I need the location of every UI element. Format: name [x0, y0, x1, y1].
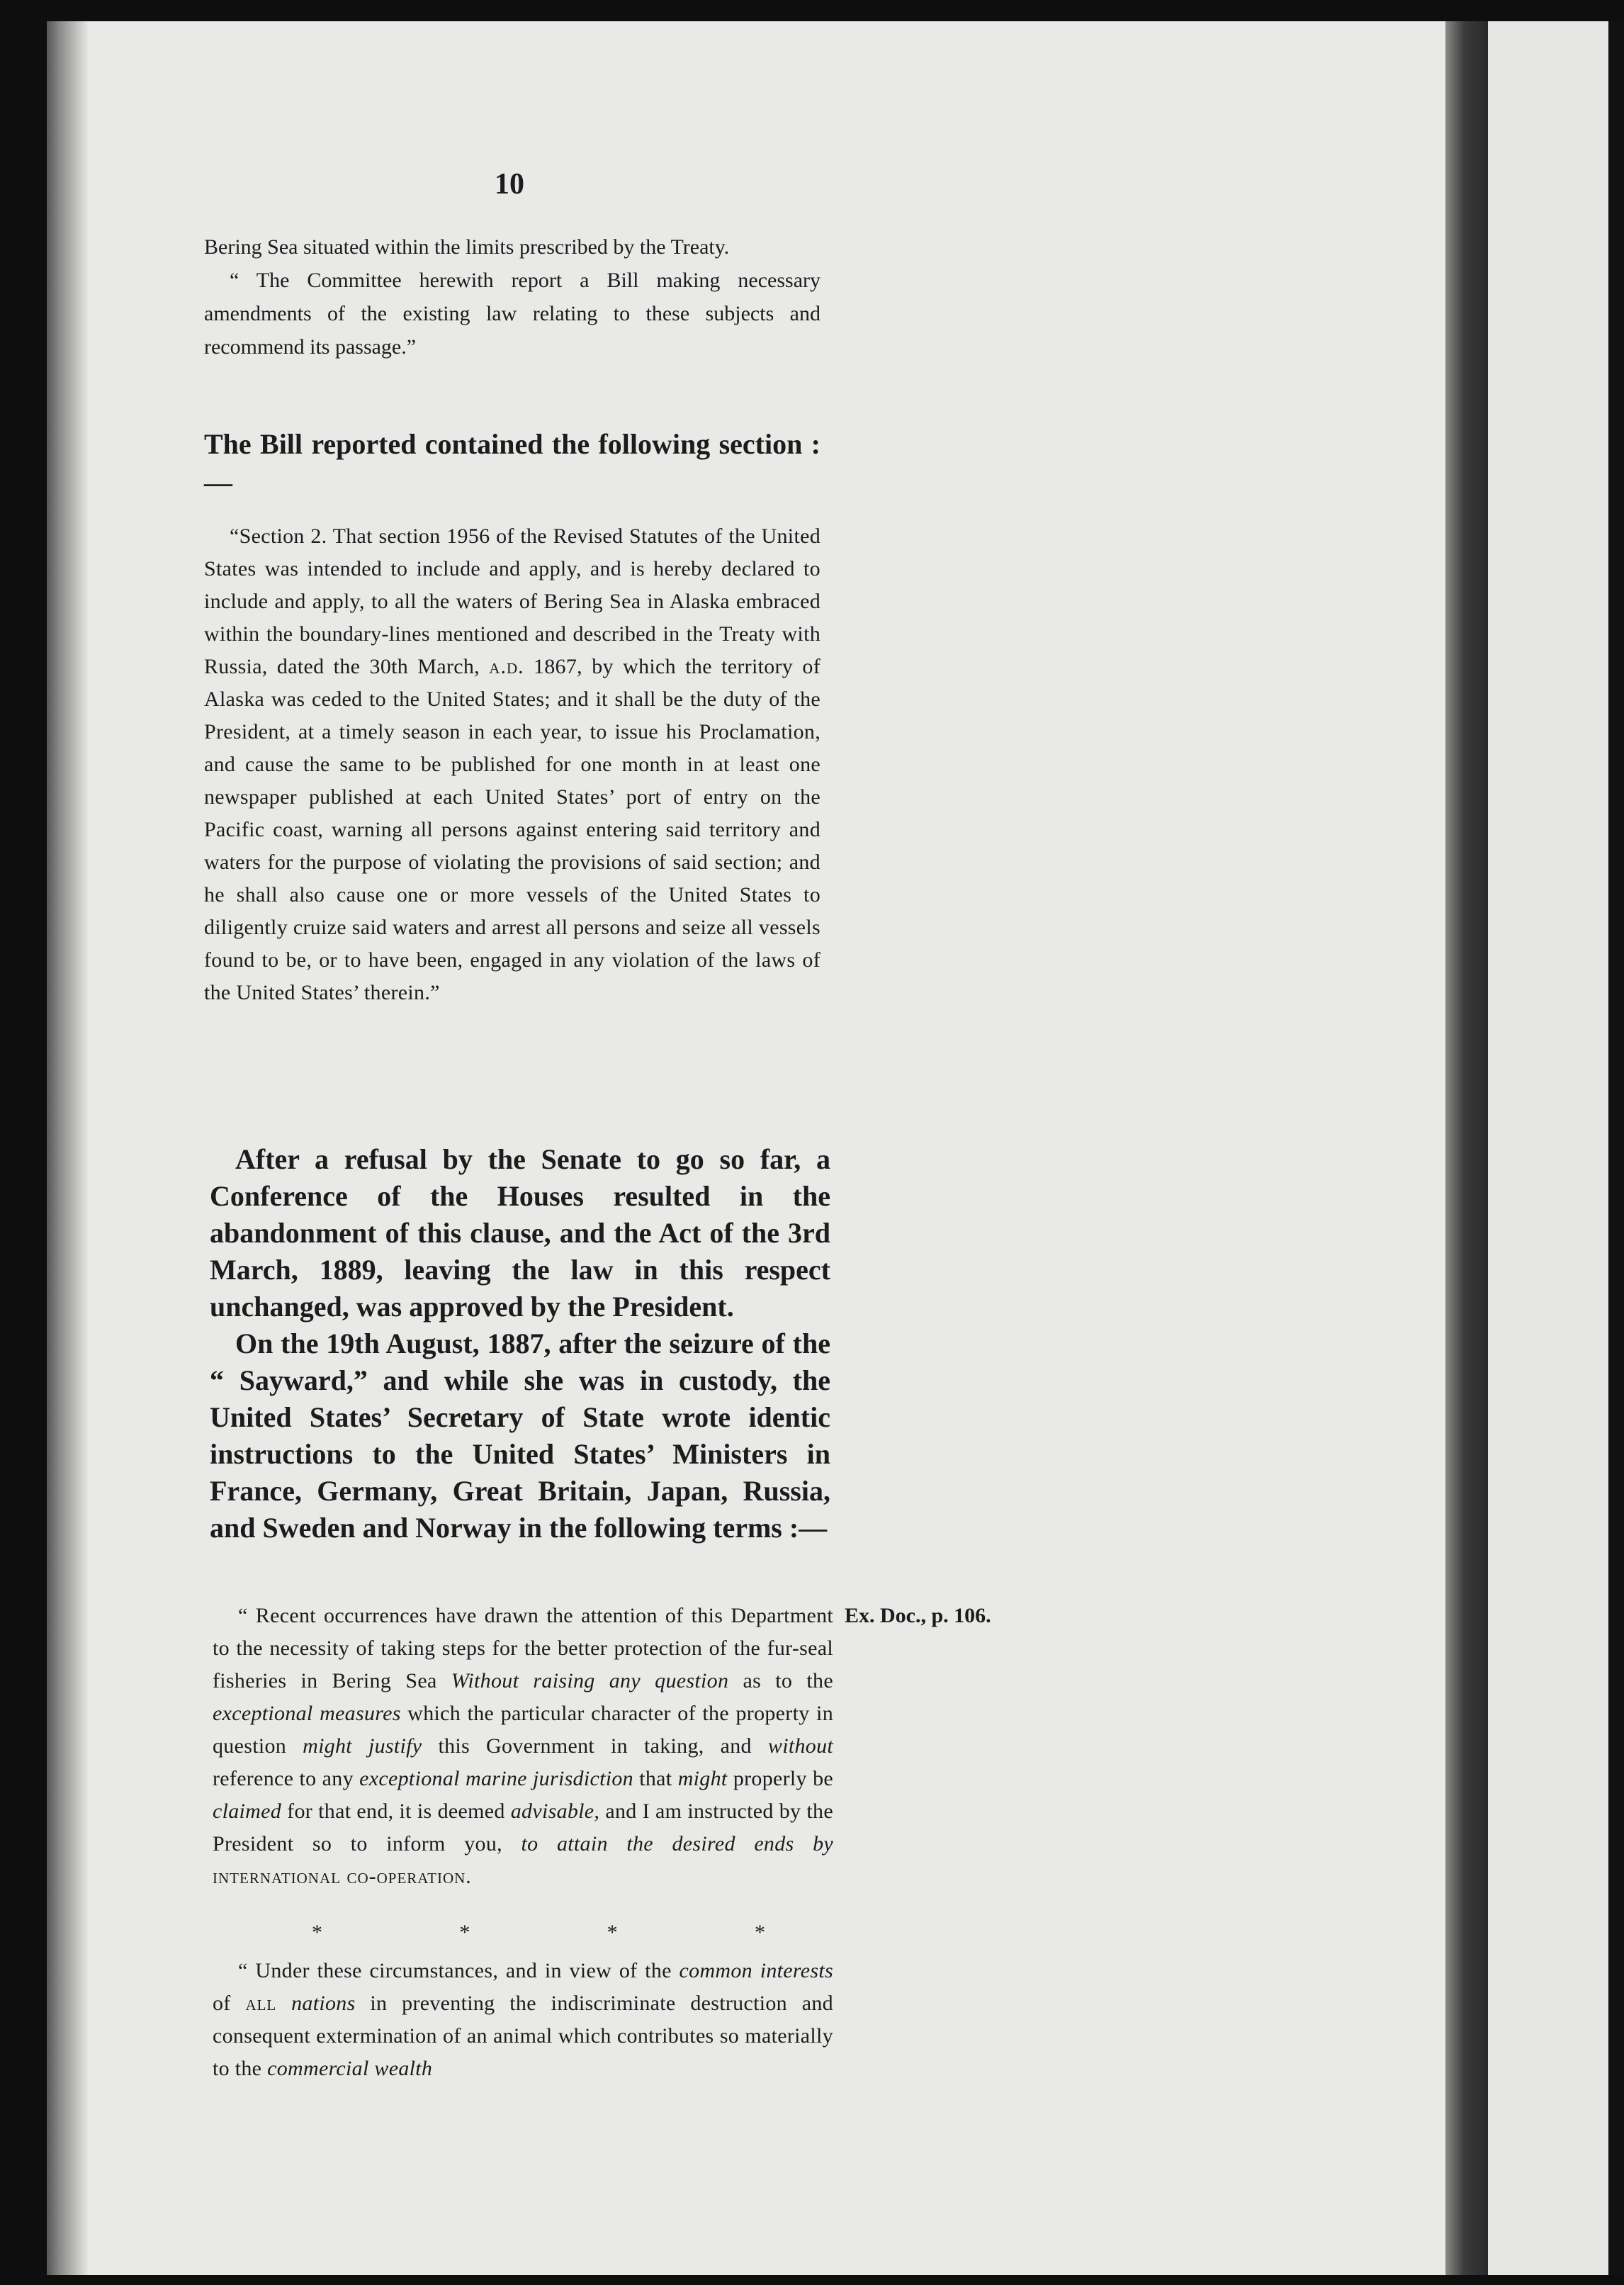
quote-italic: without: [767, 1734, 834, 1758]
continuation-line: Bering Sea situated within the limits prescribed by the Treaty.: [204, 235, 730, 259]
star-glyph: *: [607, 1921, 618, 1944]
quote-text: this Government in taking, and: [438, 1734, 752, 1758]
quote-italic: common interests: [679, 1959, 833, 1982]
scan-right-border: [1608, 21, 1624, 2275]
circumstances-quotation: [213, 1955, 833, 2085]
quote-italic: Without raising any question: [451, 1669, 729, 1692]
quote-italic: exceptional measures: [213, 1702, 401, 1725]
quote-text: “ Under these circumstances, and in view of the: [238, 1959, 672, 1982]
quote-text: in preventing the indiscriminate destruction and consequent extermination of an animal which contributes so materially to the: [213, 1992, 833, 2080]
quote-small-caps: all: [245, 1992, 277, 2015]
star-glyph: *: [312, 1921, 322, 1944]
quote-italic: claimed: [213, 1800, 282, 1823]
quote-italic: nations: [291, 1992, 356, 2015]
section-2-text-part-1: “Section 2. That section 1956 of the Revised Statutes of the United States was intended to include and apply, and is hereby declared to include and apply, to all the waters of Bering Sea in Alaska embraced within the boundary-lines mentioned and described in the Treaty with Russia, dated the 30th March,: [204, 524, 821, 678]
section-2-text-part-2: 1867, by which the territory of Alaska was ceded to the United States; and it shall be the duty of the President, at a timely season in each year, to issue his Proclamation, and cause the same to be published for one month in at least one newspaper published at each United States’ port of entry on the Pacific coast, warning all persons against entering said territory and waters for the purpose of violating the provisions of said section; and he shall also cause one or more vessels of the United States to diligently cruize said waters and arrest all persons and seize all vessels found to be, or to have been, engaged in any violation of the laws of the United States’ therein.”: [204, 655, 821, 1004]
star-glyph: *: [459, 1921, 470, 1944]
secretary-of-state-quotation: [213, 1600, 833, 1893]
scan-top-border: [0, 0, 1624, 21]
page-left-edge-shadow: [47, 21, 89, 2275]
quote-text: properly be: [733, 1767, 834, 1790]
quote-text: which the particular character of the property in question: [213, 1702, 833, 1758]
quote-italic: commercial wealth: [267, 2057, 433, 2080]
star-glyph: *: [754, 1921, 765, 1944]
committee-recommendation: “ The Committee herewith report a Bill making necessary amendments of the existing law relating to these subjects and recommend its passage.”: [204, 269, 821, 359]
quote-italic: advisable,: [510, 1800, 600, 1823]
quote-text: and I am instructed by the President so to inform you,: [213, 1800, 833, 1855]
senate-refusal-paragraph: After a refusal by the Senate to go so far, a Conference of the Houses resulted in the abandonment of this clause, and the Act of the 3rd March, 1889, leaving the law in this respect unchanged, was approved by the President.: [210, 1143, 830, 1323]
ellipsis-stars: [312, 1921, 765, 1945]
section-2-quotation: [204, 520, 821, 1009]
quote-text: “ Recent occurrences have drawn the attention of this Department to the necessity of taking steps for the better protection of the fur-seal fisheries in Bering Sea: [213, 1604, 833, 1692]
main-body-text: [210, 1141, 830, 1546]
quote-text: for that end, it is deemed: [287, 1800, 505, 1823]
quote-text: as to the: [743, 1669, 833, 1692]
quote-italic: might: [677, 1767, 728, 1790]
quote-italic: might justify: [303, 1734, 422, 1758]
adjacent-page: [1488, 21, 1624, 2275]
quote-small-caps: international co-operation.: [213, 1865, 472, 1888]
margin-citation: Ex. Doc., p. 106.: [845, 1604, 991, 1627]
book-spine-shadow: [1445, 21, 1488, 2275]
anno-domini-abbrev: a.d.: [489, 655, 524, 678]
quote-text: reference to any: [213, 1767, 354, 1790]
committee-report-continuation: [204, 230, 821, 364]
identic-instructions-paragraph: On the 19th August, 1887, after the seizure of the “ Sayward,” and while she was in custody, the United States’ Secretary of State wrote identic instructions to the United States’ Ministers in France, Germany, Great Britain, Japan, Russia, and Sweden and Norway in the following terms :—: [210, 1327, 830, 1544]
bill-introduction-paragraph: The Bill reported contained the following section :—: [204, 428, 821, 498]
quote-italic: exceptional marine jurisdiction: [359, 1767, 633, 1790]
quote-text: of: [213, 1992, 231, 2015]
page-number: 10: [495, 168, 524, 201]
quote-italic: to attain the desired ends by: [521, 1832, 833, 1855]
quote-text: that: [639, 1767, 672, 1790]
